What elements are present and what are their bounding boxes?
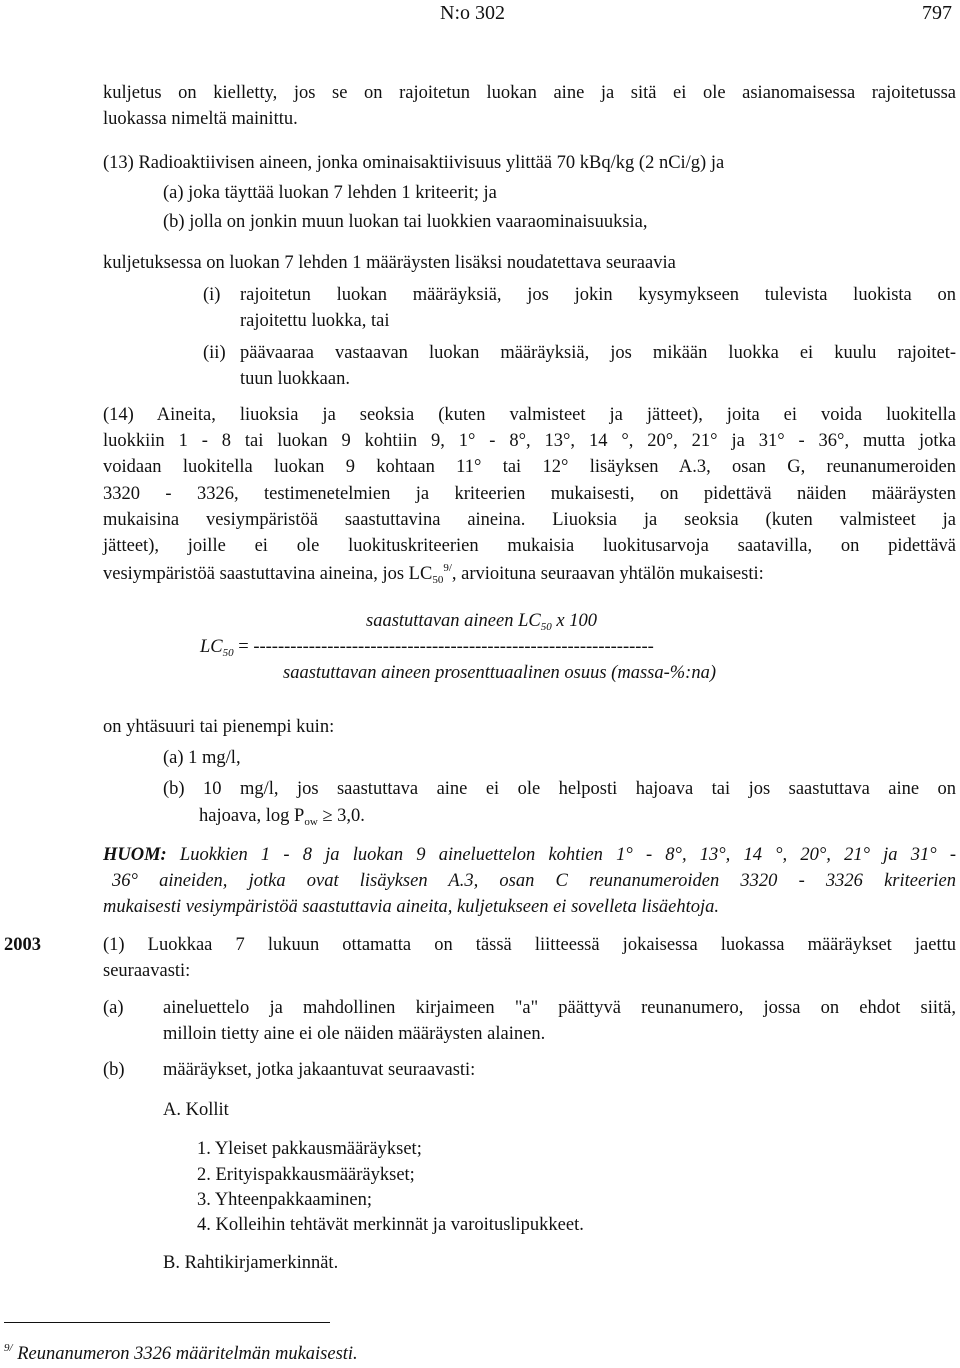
s2003-line-2: seuraavasti: bbox=[103, 961, 191, 981]
condition-a: (a) 1 mg/l, bbox=[163, 748, 241, 768]
s2003-a-text-1: aineluettelo ja mahdollinen kirjaimeen "a" päättyvä reunanumero, jossa on ehdot siitä, bbox=[163, 998, 956, 1018]
s2003-a-label: (a) bbox=[103, 998, 124, 1018]
note-line-1-text: Luokkien 1 - 8 ja luokan 9 aineluettelon kohtien 1° - 8°, 13°, 14 °, 20°, 21° ja 31° - bbox=[166, 845, 956, 865]
p14-line-2: luokkiin 1 - 8 tai luokan 9 kohtiin 9, 1° - 8°, 13°, 14 °, 20°, 21° ja 31° - 36°, mutta jotka bbox=[103, 431, 956, 451]
s2003-b-label: (b) bbox=[103, 1060, 125, 1080]
footnote-text: Reunanumeron 3326 määritelmän mukaisesti. bbox=[12, 1344, 358, 1364]
formula-line bbox=[200, 634, 654, 661]
p14-line-5: mukaisina vesiympäristöä saastuttavina aineina. Liuoksia ja seoksia (kuten valmisteet ja bbox=[103, 510, 956, 530]
s2003-heading-a: A. Kollit bbox=[163, 1100, 229, 1120]
formula-lhs-sub: 50 bbox=[222, 647, 234, 659]
s2003-b-text: määräykset, jotka jakaantuvat seuraavasti: bbox=[163, 1060, 476, 1080]
p14-line-7-text: vesiympäristöä saastuttavina aineina, jos LC bbox=[103, 564, 433, 584]
lc50-subscript: 50 bbox=[432, 574, 444, 586]
p13-item-a: (a) joka täyttää luokan 7 lehden 1 kriteerit; ja bbox=[163, 183, 497, 203]
pow-subscript: ow bbox=[304, 816, 318, 828]
s2003-a-text-2: milloin tietty aine ei ole näiden määräysten alainen. bbox=[163, 1024, 546, 1044]
p13-ii-label: (ii) bbox=[203, 343, 226, 363]
formula-numerator-end: x 100 bbox=[551, 611, 597, 631]
p13-ii-text-2: tuun luokkaan. bbox=[240, 369, 350, 389]
journal-reference: N:o 302 bbox=[440, 2, 505, 24]
p13-i-text-1: rajoitetun luokan määräyksiä, jos jokin kysymykseen tulevista luokista on bbox=[240, 285, 956, 305]
list-item-3: 3. Yhteenpakkaaminen; bbox=[197, 1190, 373, 1210]
note-line-3: mukaisesti vesiympäristöä saastuttavia aineita, kuljetukseen ei sovelleta lisäehtoja. bbox=[103, 897, 720, 917]
s2003-heading-b: B. Rahtikirjamerkinnät. bbox=[163, 1253, 339, 1273]
formula-numerator-sub: 50 bbox=[540, 621, 552, 633]
p14-line-4: 3320 - 3326, testimenetelmien ja kriteerien mukaisesti, on pidettävä näiden määräysten bbox=[103, 484, 956, 504]
page-number: 797 bbox=[922, 2, 952, 24]
formula-numerator bbox=[366, 608, 597, 635]
p14-line-6: jätteet), joille ei ole luokituskriteerien mukaisia luokitusarvoja saatavilla, on pidettävä bbox=[103, 536, 956, 556]
formula-lhs: LC bbox=[200, 637, 223, 657]
note-line-1 bbox=[103, 842, 956, 869]
p13-line-4: kuljetuksessa on luokan 7 lehden 1 määräysten lisäksi noudatettava seuraavia bbox=[103, 253, 676, 273]
footnote bbox=[4, 1341, 358, 1368]
list-item-2: 2. Erityispakkausmääräykset; bbox=[197, 1165, 415, 1185]
formula-numerator-text: saastuttavan aineen LC bbox=[366, 611, 541, 631]
footnote-separator bbox=[4, 1322, 330, 1323]
intro-line-2: luokassa nimeltä mainittu. bbox=[103, 109, 298, 129]
footnote-mark: 9/ bbox=[4, 1342, 13, 1354]
list-item-1: 1. Yleiset pakkausmääräykset; bbox=[197, 1139, 422, 1159]
p13-ii-text-1: päävaaraa vastaavan luokan määräyksiä, jos mikään luokka ei kuulu rajoitet- bbox=[240, 343, 956, 363]
p13-i-text-2: rajoitettu luokka, tai bbox=[240, 311, 390, 331]
note-line-2: 36° aineiden, jotka ovat lisäyksen A.3, osan C reunanumeroiden 3320 - 3326 kriteerien bbox=[112, 871, 956, 891]
footnote-ref: 9/ bbox=[443, 562, 452, 574]
p13-line-1: (13) Radioaktiivisen aineen, jonka ominaisaktiivisuus ylittää 70 kBq/kg (2 nCi/g) ja bbox=[103, 153, 725, 173]
formula-fraction-bar: = ----------------------------------------------------------------- bbox=[233, 637, 654, 657]
condition-intro: on yhtäsuuri tai pienempi kuin: bbox=[103, 717, 335, 737]
p14-line-1: (14) Aineita, liuoksia ja seoksia (kuten valmisteet ja jätteet), joita ei voida luokitella bbox=[103, 405, 956, 425]
margin-number: 2003 bbox=[4, 935, 41, 955]
formula-denominator: saastuttavan aineen prosenttuaalinen osuus (massa-%:na) bbox=[283, 663, 716, 683]
condition-b-line-1: (b) 10 mg/l, jos saastuttava aine ei ole helposti hajoava tai jos saastuttava aine on bbox=[163, 779, 956, 799]
condition-b-line-2-text: hajoava, log P bbox=[199, 806, 305, 826]
p14-line-7-end: , arvioituna seuraavan yhtälön mukaisesti: bbox=[451, 564, 764, 584]
p14-line-7 bbox=[103, 561, 764, 588]
p14-line-3: voidaan luokitella luokan 9 kohtaan 11° tai 12° lisäyksen A.3, osan G, reunanumeroiden bbox=[103, 457, 956, 477]
s2003-line-1: (1) Luokkaa 7 lukuun ottamatta on tässä liitteessä jokaisessa luokassa määräykset jaettu bbox=[103, 935, 956, 955]
condition-b-line-2 bbox=[199, 803, 365, 830]
intro-line-1: kuljetus on kielletty, jos se on rajoitetun luokan aine ja sitä ei ole asianomaisessa rajoitetussa bbox=[103, 83, 956, 103]
p13-item-b: (b) jolla on jonkin muun luokan tai luokkien vaaraominaisuuksia, bbox=[163, 212, 648, 232]
p13-i-label: (i) bbox=[203, 285, 221, 305]
list-item-4: 4. Kolleihin tehtävät merkinnät ja varoituslipukkeet. bbox=[197, 1215, 584, 1235]
condition-b-line-2-end: ≥ 3,0. bbox=[317, 806, 365, 826]
note-label: HUOM: bbox=[103, 845, 167, 865]
